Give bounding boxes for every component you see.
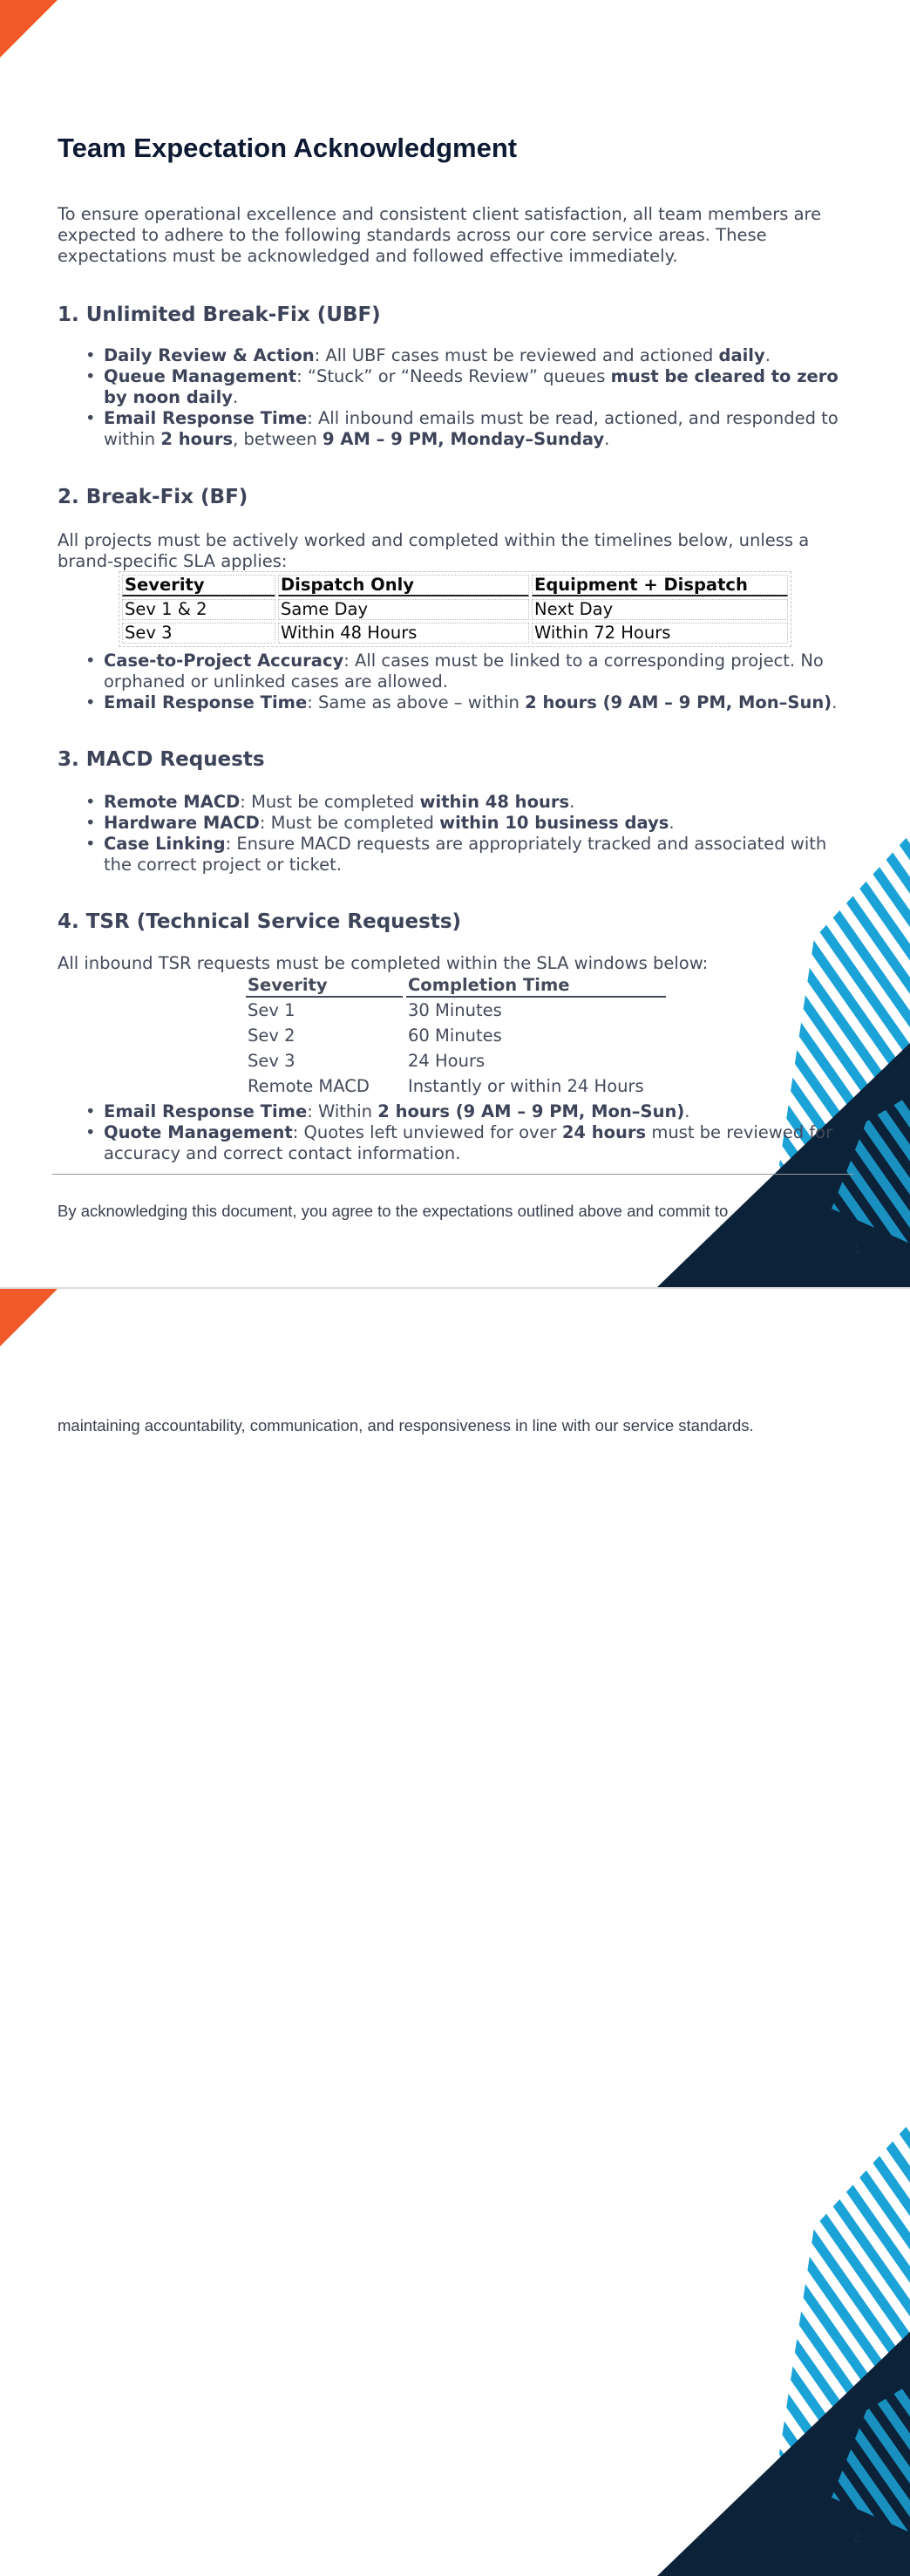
- table-cell: Sev 1: [248, 1000, 295, 1020]
- list-item: • Email Response Time: Within 2 hours (9 AM – 9 PM, Mon–Sun).: [58, 1101, 842, 1122]
- table-cell: 30 Minutes: [408, 1000, 502, 1020]
- table-cell: Sev 2: [248, 1026, 295, 1046]
- table-header-row: [246, 975, 666, 998]
- list-item: • Quote Management: Quotes left unviewed for over 24 hours must be reviewed for accuracy and correct contact information.: [58, 1122, 842, 1164]
- table-row: [122, 623, 788, 644]
- list-item: • Case-to-Project Accuracy: All cases must be linked to a corresponding project. No orphaned or unlinked cases are allowed.: [58, 651, 842, 692]
- section-3-heading: 3. MACD Requests: [58, 748, 265, 771]
- table-cell: Same Day: [278, 599, 529, 620]
- table-header: Severity: [122, 575, 275, 596]
- table-cell: 60 Minutes: [408, 1026, 502, 1046]
- section-4-paragraph: All inbound TSR requests must be completed within the SLA windows below:: [58, 953, 709, 973]
- break-fix-sla-table: [119, 571, 791, 647]
- decorative-stripes: [657, 2123, 910, 2576]
- table-row: [246, 998, 666, 1023]
- section-2-paragraph: All projects must be actively worked and completed within the timelines below, unless a brand-specific SLA applies:: [58, 530, 810, 571]
- corner-accent: [0, 1289, 58, 1346]
- list-item: • Remote MACD: Must be completed within 48 hours.: [58, 792, 842, 813]
- section-1-heading: 1. Unlimited Break-Fix (UBF): [58, 303, 381, 326]
- section-2-list: [58, 651, 842, 713]
- divider: [52, 1174, 854, 1175]
- document-title: Team Expectation Acknowledgment: [58, 133, 518, 163]
- table-cell: Sev 3: [122, 623, 275, 644]
- table-header: Completion Time: [406, 975, 666, 998]
- intro-paragraph: To ensure operational excellence and consistent client satisfaction, all team members are expected to adhere to the following standards across our core service areas. These expectations must be acknowledged and followed effective immediately.: [58, 204, 822, 266]
- page-number: 2: [852, 2529, 861, 2545]
- page-1: [0, 0, 910, 1287]
- list-item: • Queue Management: “Stuck” or “Needs Review” queues must be cleared to zero by noon daily.: [58, 366, 842, 408]
- section-1-list: [58, 345, 842, 450]
- section-4-list: [58, 1101, 842, 1164]
- table-cell: Instantly or within 24 Hours: [408, 1076, 644, 1096]
- table-cell: Within 72 Hours: [532, 623, 788, 644]
- section-2-heading: 2. Break-Fix (BF): [58, 486, 248, 508]
- table-cell: Remote MACD: [248, 1076, 370, 1096]
- table-cell: Sev 1 & 2: [122, 599, 275, 620]
- list-item: • Email Response Time: All inbound emails must be read, actioned, and responded to within 2 hours, between 9 AM – 9 PM, Monday–Sunday.: [58, 408, 842, 450]
- table-row: [122, 599, 788, 620]
- table-cell: Within 48 Hours: [278, 623, 529, 644]
- corner-accent: [0, 0, 58, 58]
- page-number: 1: [852, 1240, 861, 1257]
- section-3-list: [58, 792, 842, 876]
- table-cell: Sev 3: [248, 1051, 295, 1071]
- list-item: • Case Linking: Ensure MACD requests are appropriately tracked and associated with the correct project or ticket.: [58, 834, 842, 876]
- list-item: • Email Response Time: Same as above – within 2 hours (9 AM – 9 PM, Mon–Sun).: [58, 692, 842, 713]
- table-cell: 24 Hours: [408, 1051, 486, 1071]
- table-header: Severity: [246, 975, 403, 998]
- section-4-heading: 4. TSR (Technical Service Requests): [58, 910, 462, 933]
- page-2: [0, 1289, 910, 2576]
- table-row: [246, 1023, 666, 1048]
- list-item: • Hardware MACD: Must be completed within 10 business days.: [58, 813, 842, 834]
- table-row: [246, 1073, 666, 1099]
- acknowledgment-text-continued: maintaining accountability, communication, and responsiveness in line with our service standards.: [58, 1416, 754, 1435]
- table-row: [246, 1048, 666, 1073]
- acknowledgment-text: By acknowledging this document, you agree to the expectations outlined above and commit to: [58, 1202, 729, 1220]
- table-cell: Next Day: [532, 599, 788, 620]
- list-item: • Daily Review & Action: All UBF cases must be reviewed and actioned daily.: [58, 345, 842, 366]
- table-header: Equipment + Dispatch: [532, 575, 788, 596]
- table-header-row: [122, 575, 788, 596]
- table-header: Dispatch Only: [278, 575, 529, 596]
- tsr-sla-table: [242, 975, 669, 1099]
